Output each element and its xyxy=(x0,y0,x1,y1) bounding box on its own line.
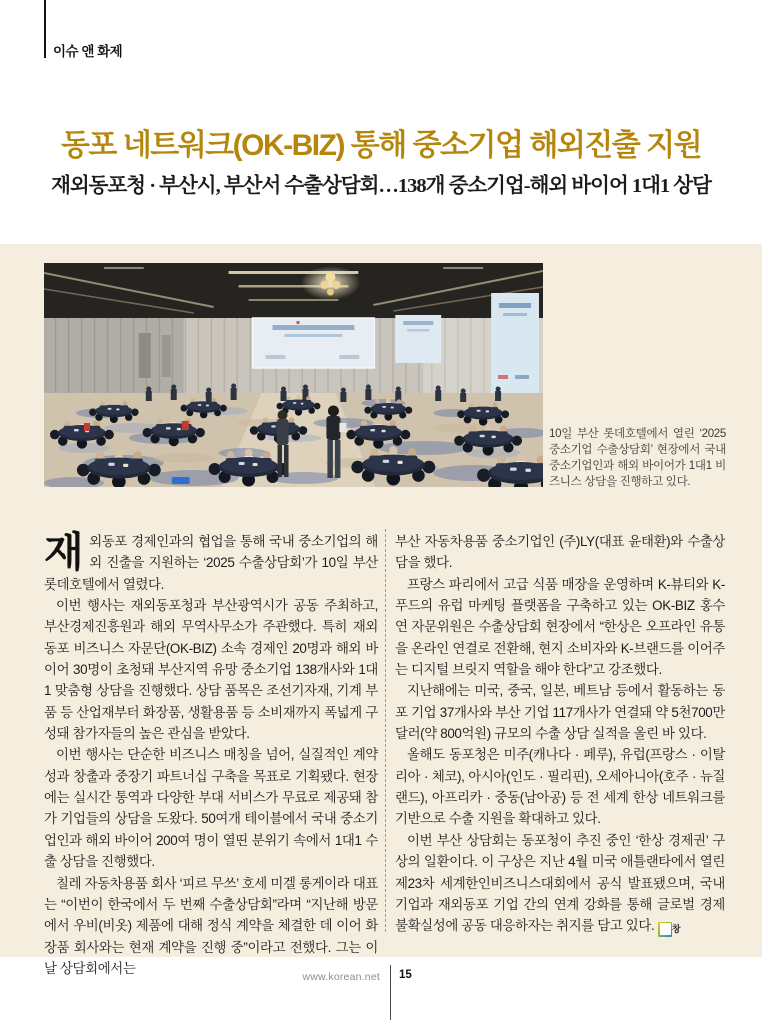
article-column-right xyxy=(395,531,725,937)
kicker-rule xyxy=(44,0,46,58)
conference-photo xyxy=(44,263,543,487)
body-paragraph: 이번 부산 상담회는 동포청이 추진 중인 ‘한상 경제권’ 구상의 일환이다. 이 구상은 지난 4월 미국 애틀랜타에서 열린 제23차 세계한인비즈니스대회에서 공식 발표됐으며, 국내 기업과 재외동포 기업 간의 연계 강화를 통해 글로벌 경제 불확실성에 공동 대응하자는 취지를 담고 있다. 창 xyxy=(395,830,725,937)
body-paragraph: 재외동포 경제인과의 협업을 통해 국내 중소기업의 해외 진출을 지원하는 ‘2025 수출상담회’가 10일 부산 롯데호텔에서 열렸다. xyxy=(44,529,378,592)
body-paragraph: 프랑스 파리에서 고급 식품 매장을 운영하며 K-뷰티와 K-푸드의 유럽 마케팅 플랫폼을 구축하고 있는 OK-BIZ 홍수연 자문위원은 수출상담회 현장에서 “한상은 오프라인 유통을 온라인 연결로 전환해, 현지 소비자와 K-브랜드를 이어주는 디지털 브릿지 역할을 해야 한다”고 강조했다. xyxy=(395,576,725,678)
photo-caption: 10일 부산 롯데호텔에서 열린 ‘2025 중소기업 수출상담회’ 현장에서 국내 중소기업인과 해외 바이어가 1대1 비즈니스 상담을 진행하고 있다. xyxy=(549,428,726,488)
drop-cap: 재 xyxy=(44,529,84,575)
body-paragraph: 이번 행사는 재외동포청과 부산광역시가 공동 주최하고, 부산경제진흥원과 해외 무역사무소가 주관했다. 특히 재외동포 비즈니스 자문단(OK-BIZ) 소속 경제인 20명과 해외 바이어 30명이 초청돼 부산지역 유망 중소기업 138개사와 1대1 맞춤형 상담을 진행했다. 상담 품목은 조선기자재, 기계 부품 등 산업재부터 화장품, 생활용품 등 소비재까지 폭넓게 구성돼 참가자들의 높은 관심을 받았다. xyxy=(44,598,378,742)
page-number: 15 xyxy=(399,969,412,981)
end-mark-icon: 창 xyxy=(658,922,672,937)
page-subtitle: 재외동포청 · 부산시, 부산서 수출상담회…138개 중소기업-해외 바이어 1대1 상담 xyxy=(51,175,711,197)
body-paragraph: 부산 자동차용품 중소기업인 (주)LY(대표 윤태환)와 수출상담을 했다. xyxy=(395,534,725,571)
body-paragraph: 이번 행사는 단순한 비즈니스 매칭을 넘어, 실질적인 계약성과 창출과 중장기 파트너십 구축을 목표로 기획됐다. 현장에는 실시간 통역과 다양한 부대 서비스가 무료로 제공돼 참가 기업들의 상담을 도왔다. 50여개 테이블에서 국내 중소기업인과 해외 바이어 200여 명이 열띤 분위기 속에서 1대1 수출 상담을 진행했다. xyxy=(44,747,378,870)
column-divider xyxy=(385,529,386,932)
footer-divider xyxy=(390,965,391,1020)
footer-url: www.korean.net xyxy=(302,971,380,983)
body-paragraph: 올해도 동포청은 미주(캐나다 · 페루), 유럽(프랑스 · 이탈리아 · 체코), 아시아(인도 · 필리핀), 오세아니아(호주 · 뉴질랜드), 아프리카 · 중동(남아공) 등 전 세계 한상 네트워크를 기반으로 수출 지원을 확대하고 있다. xyxy=(395,747,725,827)
article-column-left xyxy=(44,531,378,979)
page-title: 동포 네트워크(OK-BIZ) 통해 중소기업 해외진출 지원 xyxy=(60,129,702,162)
body-paragraph: 칠레 자동차용품 회사 ‘피르 무쓰’ 호세 미겔 롱게이라 대표는 “이번이 한국에서 두 번째 수출상담회”라며 “지난해 방문에서 우비(비옷) 제품에 대해 정식 계약을 체결한 데 이어 화장품 회사와는 현재 계약을 진행 중”이라고 전했다. 그는 이날 상담회에서는 xyxy=(44,875,378,976)
section-kicker: 이슈 앤 화제 xyxy=(53,44,123,59)
body-paragraph: 지난해에는 미국, 중국, 일본, 베트남 등에서 활동하는 동포 기업 37개사와 부산 기업 117개사가 연결돼 약 5천700만 달러(약 800억원) 규모의 수출 상담 실적을 올린 바 있다. xyxy=(395,683,725,742)
